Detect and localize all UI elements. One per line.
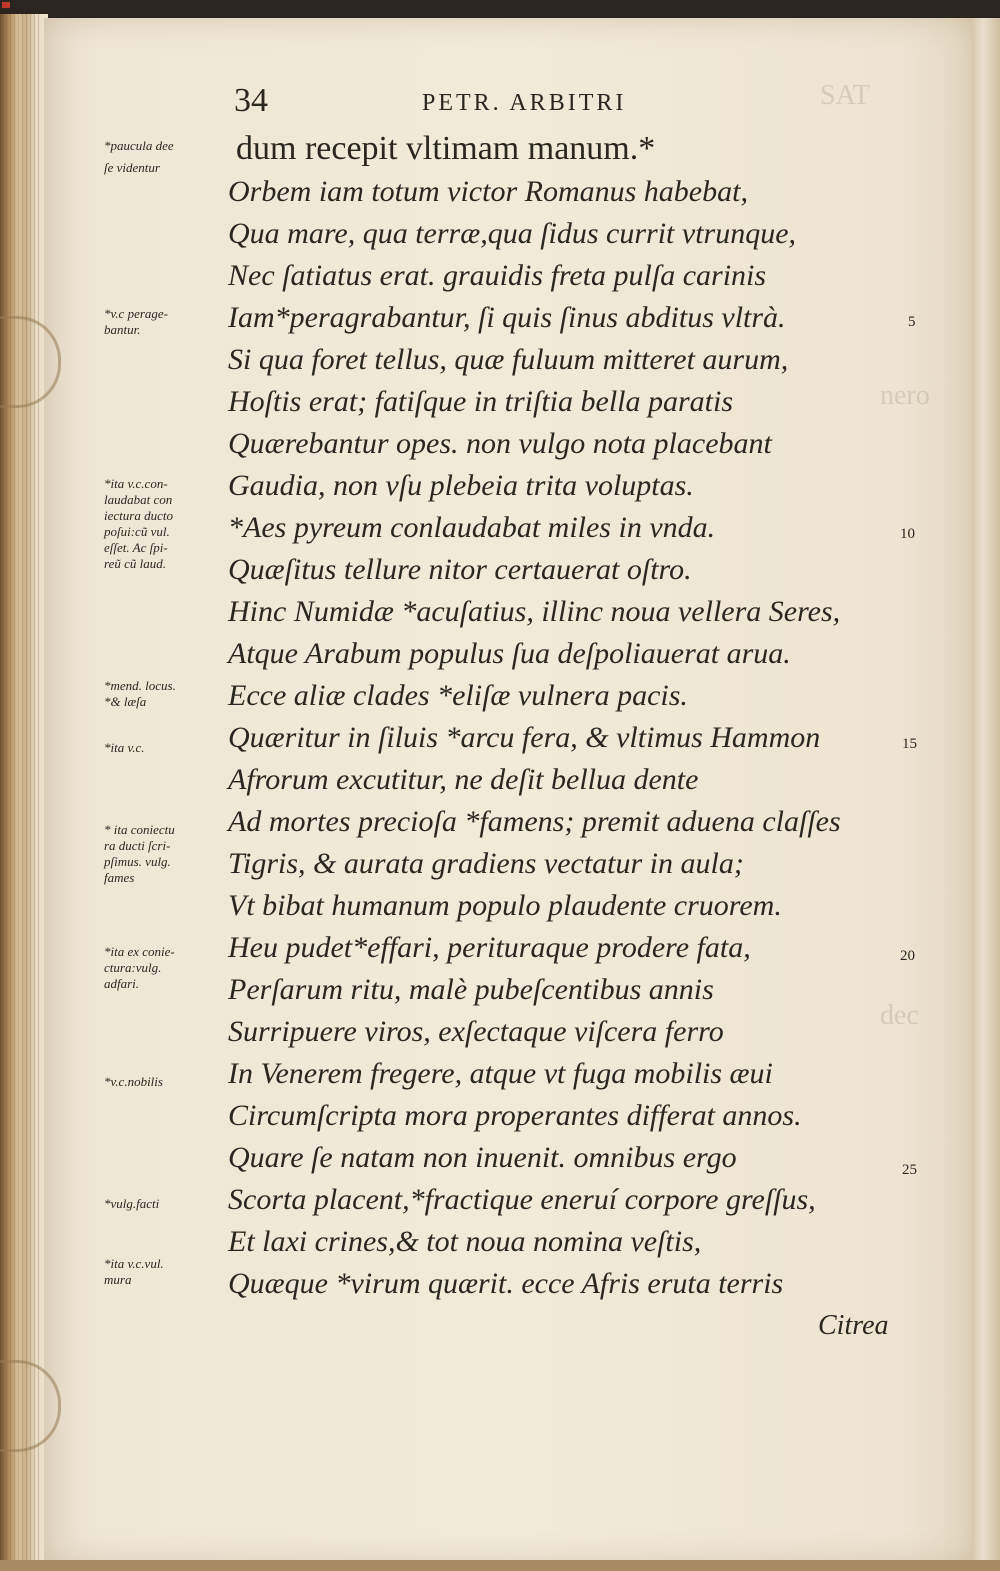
text-line: Hinc Numidæ *acuſatius, illinc noua vellera Seres, (228, 595, 841, 628)
text-line: Surripuere viros, exſectaque viſcera ferro (228, 1015, 724, 1048)
show-through-text: SAT (820, 80, 870, 111)
margin-note: *vulg.facti (104, 1196, 160, 1211)
text-line: Nec ſatiatus erat. grauidis freta pulſa carinis (228, 259, 767, 292)
margin-note: *paucula dee (104, 138, 174, 153)
page-leaves (6, 14, 40, 1571)
margin-note: *ita v.c.con- laudabat con iectura ducto poſui:cũ vul. eſſet. Ac ſpi- reũ cũ laud. (104, 476, 173, 571)
show-through-text: nero (880, 380, 930, 411)
text-line: Quæſitus tellure nitor certauerat oſtro. (228, 553, 692, 586)
line-number: 5 (908, 314, 916, 330)
page-number: 34 (234, 82, 268, 119)
text-line: Iam*peragrabantur, ſi quis ſinus abditus vltrà. (228, 301, 786, 334)
line-number: 15 (902, 736, 917, 752)
line-number: 20 (900, 948, 915, 964)
margin-note: *mend. locus. *& læſa (104, 678, 176, 709)
text-line: Ecce aliæ clades *eliſæ vulnera pacis. (228, 679, 688, 712)
line-number: 10 (900, 526, 915, 542)
scanner-top-strip (0, 0, 1000, 20)
text-line: Quærebantur opes. non vulgo nota placebant (228, 427, 772, 460)
catchword: Citrea (818, 1310, 889, 1341)
text-line: Et laxi crines,& tot noua nomina veſtis, (228, 1225, 702, 1258)
margin-note: * ita coniectu ra ducti ſcri- pſimus. vulg. fames (104, 822, 175, 885)
text-line: Perſarum ritu, malè pubeſcentibus annis (228, 973, 714, 1006)
text-line: Heu pudet*effari, perituraque prodere fata, (228, 931, 751, 964)
text-line: dum recepit vltimam manum.* (236, 130, 656, 167)
text-line: Afrorum excutitur, ne deſit bellua dente (228, 763, 699, 796)
text-line: Si qua foret tellus, quæ fuluum mitteret aurum, (228, 343, 789, 376)
text-line: Quæritur in ſiluis *arcu fera, & vltimus Hammon (228, 721, 821, 754)
text-line: Orbem iam totum victor Romanus habebat, (228, 175, 748, 208)
text-line: Quæque *virum quærit. ecce Afris eruta terris (228, 1267, 784, 1300)
margin-note: *v.c perage- bantur. (104, 306, 169, 337)
margin-note: *ita v.c.vul. mura (104, 1256, 164, 1287)
text-line: Circumſcripta mora properantes differat annos. (228, 1099, 802, 1132)
facing-page-edge (972, 18, 1000, 1571)
text-line: Qua mare, qua terræ,qua ſidus currit vtrunque, (228, 217, 797, 250)
text-line: Hoſtis erat; fatiſque in triſtia bella paratis (228, 385, 734, 418)
text-line: Scorta placent,*fractique eneruí corpore greſſus, (228, 1183, 816, 1216)
bottom-edge (0, 1560, 1000, 1571)
margin-note: *ita v.c. (104, 740, 145, 755)
margin-note: *v.c.nobilis (104, 1074, 163, 1089)
text-line: *Aes pyreum conlaudabat miles in vnda. (228, 511, 716, 544)
text-line: Gaudia, non vſu plebeia trita voluptas. (228, 469, 694, 502)
text-line: Atque Arabum populus ſua deſpoliauerat arua. (228, 637, 791, 670)
text-line: Vt bibat humanum populo plaudente cruorem. (228, 889, 782, 922)
show-through-text: dec (880, 1000, 919, 1031)
margin-note: ſe videntur (104, 160, 160, 175)
running-head: PETR. ARBITRI (422, 90, 627, 116)
text-line: Tigris, & aurata gradiens vectatur in aula; (228, 847, 744, 880)
margin-note: *ita ex conie- ctura:vulg. adfari. (104, 944, 175, 991)
text-line: In Venerem fregere, atque vt fuga mobilis æui (228, 1057, 773, 1090)
text-line: Ad mortes precioſa *famens; premit aduena claſſes (228, 805, 841, 838)
text-line: Quare ſe natam non inuenit. omnibus ergo (228, 1141, 737, 1174)
line-number: 25 (902, 1162, 917, 1178)
color-target-mark (2, 2, 10, 8)
